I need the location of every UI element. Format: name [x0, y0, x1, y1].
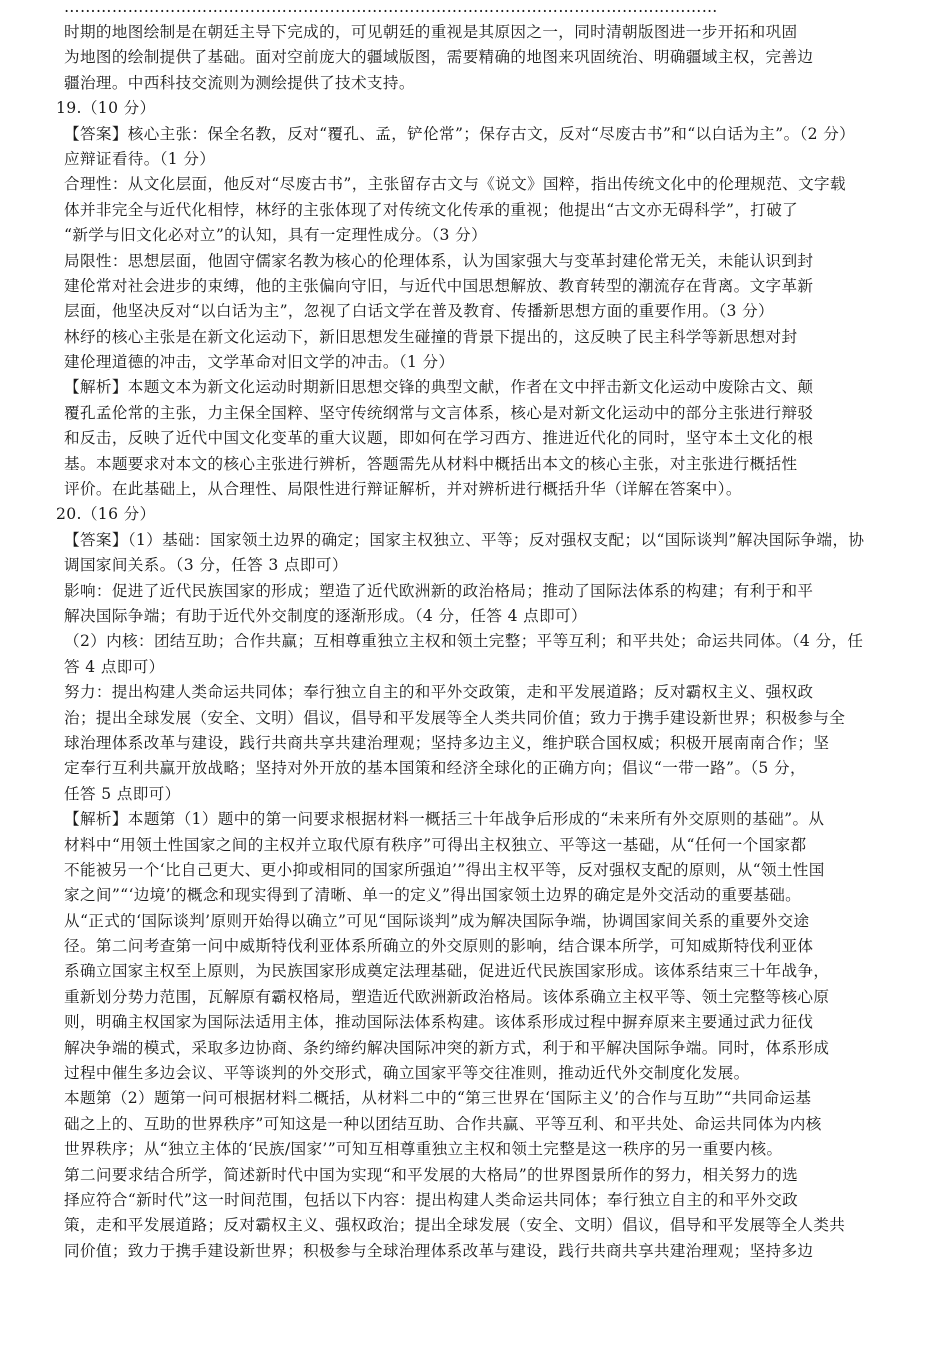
text-line: 答 4 点即可） [64, 657, 165, 676]
text-line: 评价。在此基础上，从合理性、局限性进行辩证解析，并对辨析进行概括升华（详解在答案中）。 [64, 480, 742, 499]
text-line: 时期的地图绘制是在朝廷主导下完成的，可见朝廷的重视是其原因之一，同时清朝版图进一步开拓和巩固 [64, 23, 798, 41]
text-line: 径。第二问考查第一问中威斯特伐利亚体系所确立的外交原则的影响，结合课本所学，可知威斯特伐利亚体 [64, 937, 814, 956]
text-line: 重新划分势力范围，瓦解原有霸权格局，塑造近代欧洲新政治格局。该体系确立主权平等、领土完整等核心原 [64, 987, 830, 1006]
text-line: 20.（16 分） [56, 505, 156, 524]
text-line: 同价值；致力于携手建设新世界；积极参与全球治理体系改革与建设，践行共商共享共建治理观；坚持多边 [64, 1241, 814, 1260]
text-line: 从“正式的‘国际谈判’原则开始得以确立”可见“国际谈判”成为解决国际争端，协调国家间关系的重要外交途 [64, 911, 810, 930]
text-line: 本题第（2）题第一问可根据材料二概括，从材料二中的“第三世界在‘国际主义’的合作与互助”“共同命运基 [64, 1089, 812, 1108]
text-line: 治；提出全球发展（安全、文明）倡议，倡导和平发展等全人类共同价值；致力于携手建设新世界；积极参与全 [64, 708, 846, 727]
text-line: 础之上的、互助的世界秩序”可知这是一种以团结互助、合作共赢、平等互利、和平共处、命运共同体为内核 [64, 1114, 822, 1133]
text-line: 则，明确主权国家为国际法适用主体，推动国际法体系构建。该体系形成过程中摒弃原来主要通过武力征伐 [64, 1013, 814, 1032]
text-line: 应辩证看待。（1 分） [64, 149, 216, 168]
text-line: 疆治理。中西科技交流则为测绘提供了技术支持。 [64, 73, 415, 92]
text-line: 【答案】核心主张：保全名教，反对“覆孔、孟，铲伦常”；保存古文，反对“尽废古书”和“以白话为主”。（2 分） [64, 124, 856, 143]
text-line: 建伦常对社会进步的束缚，他的主张偏向守旧，与近代中国思想解放、教育转型的潮流存在背离。文字革新 [64, 276, 814, 295]
answer-document [56, 0, 914, 1264]
text-line: 19.（10 分） [56, 99, 156, 118]
answer-body [56, 20, 914, 1264]
text-line: 调国家间关系。（3 分，任答 3 点即可） [64, 556, 348, 575]
text-line: 建伦理道德的冲击，文学革命对旧文学的冲击。（1 分） [64, 353, 455, 372]
text-line: 解决国际争端；有助于近代外交制度的逐渐形成。（4 分，任答 4 点即可） [64, 606, 587, 625]
text-line: 【解析】本题文本为新文化运动时期新旧思想交锋的典型文献，作者在文中抨击新文化运动中废除古文、颠 [64, 378, 814, 397]
text-line: 第二问要求结合所学，简述新时代中国为实现“和平发展的大格局”的世界图景所作的努力，相关努力的选 [64, 1165, 799, 1184]
text-line: 过程中催生多边会议、平等谈判的外交形式，确立国家平等交往准则，推动近代外交制度化发展。 [64, 1064, 750, 1083]
text-line: 系确立国家主权至上原则，为民族国家形成奠定法理基础，促进近代民族国家形成。该体系结束三十年战争， [64, 962, 830, 981]
text-line: 解决争端的模式，采取多边协商、条约缔约解决国际冲突的新方式，利于和平解决国际争端。同时，体系形成 [64, 1038, 830, 1057]
text-line: 【解析】本题第（1）题中的第一问要求根据材料一概括三十年战争后形成的“未来所有外交原则的基础”。从 [64, 810, 825, 829]
text-line: 不能被另一个‘比自己更大、更小抑或相同的国家所强迫’”得出主权平等，反对强权支配的原则，从“领土性国 [64, 860, 825, 879]
text-line: 【答案】（1）基础：国家领土边界的确定；国家主权独立、平等；反对强权支配；以“国际谈判”解决国际争端，协 [64, 530, 865, 549]
text-line: 基。本题要求对本文的核心主张进行辨析，答题需先从材料中概括出本文的核心主张，对主张进行概括性 [64, 454, 798, 473]
text-line: 局限性：思想层面，他固守儒家名教为核心的伦理体系，认为国家强大与变革封建伦常无关，未能认识到封 [64, 251, 814, 270]
text-line: 世界秩序；从“独立主体的‘民族/国家’”可知互相尊重独立主权和领土完整是这一秩序的另一重要内核。 [64, 1140, 783, 1159]
text-line: 合理性：从文化层面，他反对“尽废古书”，主张留存古文与《说文》国粹，指出传统文化中的伦理规范、文字载 [64, 175, 846, 194]
text-line: 努力：提出构建人类命运共同体；奉行独立自主的和平外交政策，走和平发展道路；反对霸权主义、强权政 [64, 683, 814, 702]
text-line: 家之间”“‘边境’的概念和现实得到了清晰、单一的定义”得出国家领土边界的确定是外交活动的重要基础。 [64, 886, 802, 905]
text-line: （2）内核：团结互助；合作共赢；互相尊重独立主权和领土完整；平等互利；和平共处；命运共同体。（4 分，任 [64, 632, 864, 651]
text-line: 材料中“用领土性国家之间的主权并立取代原有秩序”可得出主权独立、平等这一基础，从“任何一个国家都 [64, 835, 807, 854]
text-line: 林纾的核心主张是在新文化运动下，新旧思想发生碰撞的背景下提出的，这反映了民主科学等新思想对封 [64, 327, 798, 346]
text-line: 定奉行互利共赢开放战略；坚持对外开放的基本国策和经济全球化的正确方向；倡议“一带一路”。（5 分， [64, 759, 806, 778]
text-line: “新学与旧文化必对立”的认知，具有一定理性成分。（3 分） [64, 226, 488, 245]
cropped-top-line: …………………………………………………………………………………………………………… [64, 0, 718, 16]
text-line: 球治理体系改革与建设，践行共商共享共建治理观；坚持多边主义，维护联合国权威；积极开展南南合作；坚 [64, 733, 830, 752]
text-line: 策，走和平发展道路；反对霸权主义、强权政治；提出全球发展（安全、文明）倡议，倡导和平发展等全人类共 [64, 1216, 846, 1235]
text-line: 为地图的绘制提供了基础。面对空前庞大的疆域版图，需要精确的地图来巩固统治、明确疆域主权，完善边 [64, 48, 814, 67]
text-line: 和反击，反映了近代中国文化变革的重大议题，即如何在学习西方、推进近代化的同时，坚守本土文化的根 [64, 429, 814, 448]
text-line: 任答 5 点即可） [64, 784, 181, 803]
text-line: 择应符合“新时代”这一时间范围，包括以下内容：提出构建人类命运共同体；奉行独立自主的和平外交政 [64, 1190, 799, 1209]
text-line: 影响：促进了近代民族国家的形成；塑造了近代欧洲新的政治格局；推动了国际法体系的构建；有利于和平 [64, 581, 814, 600]
text-line: 层面，他坚决反对“以白话为主”，忽视了白话文学在普及教育、传播新思想方面的重要作用。（3 分） [64, 302, 775, 321]
text-line: 覆孔孟伦常的主张，力主保全国粹、坚守传统纲常与文言体系，核心是对新文化运动中的部分主张进行辩驳 [64, 403, 814, 422]
text-line: 体并非完全与近代化相悖，林纾的主张体现了对传统文化传承的重视；他提出“古文亦无碍科学”，打破了 [64, 200, 799, 219]
